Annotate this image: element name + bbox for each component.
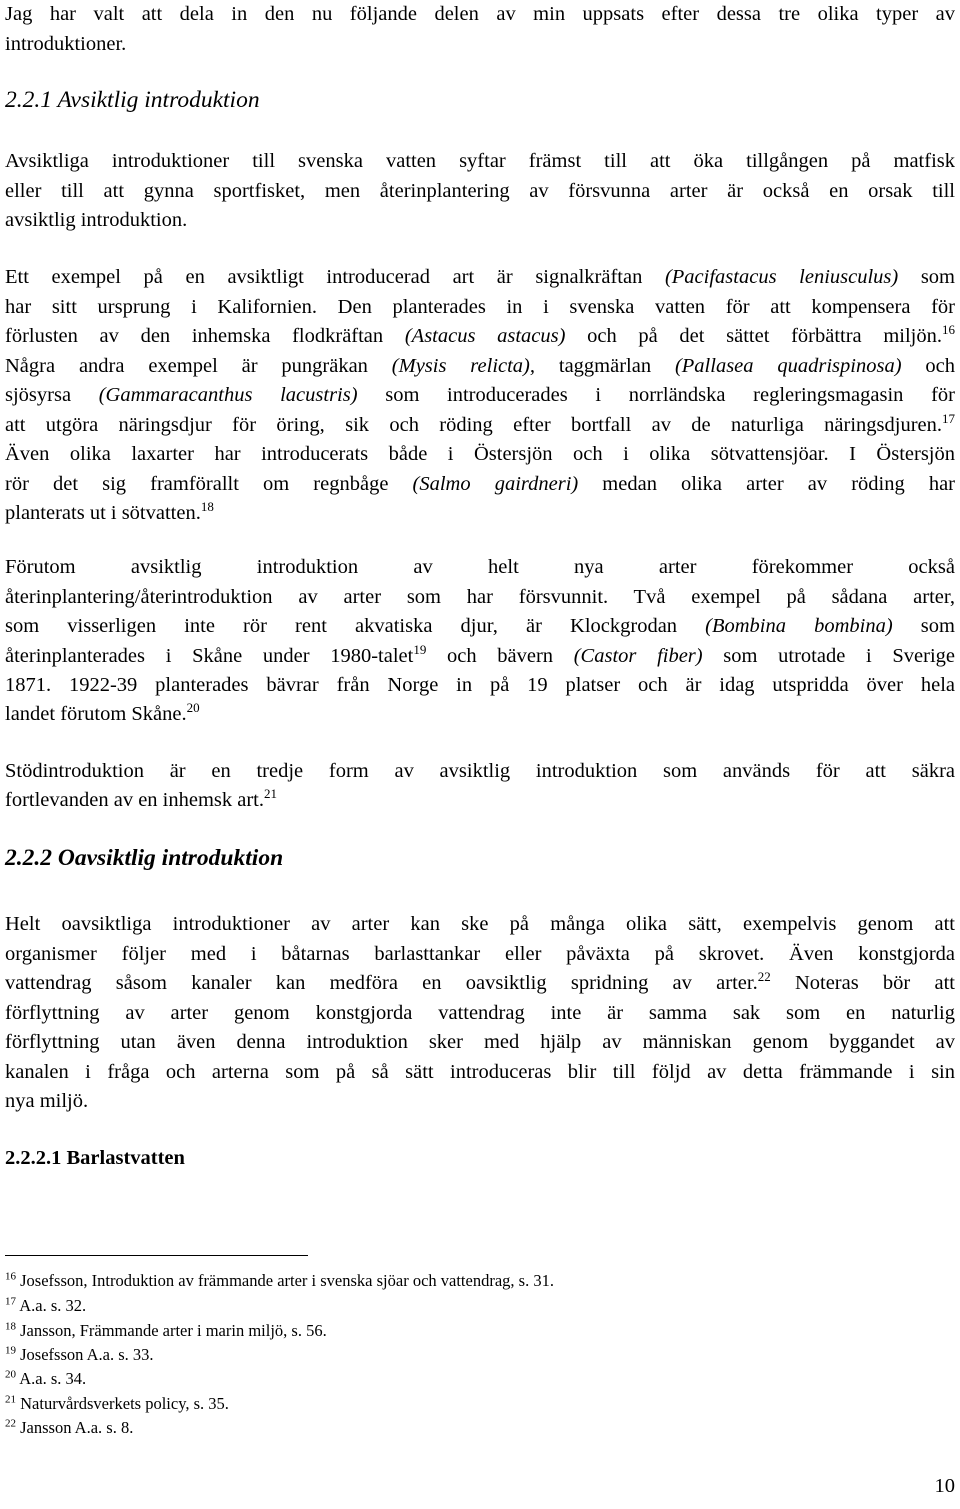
text-line: fortlevanden av en inhemsk art.$^{21}$ — [5, 786, 278, 811]
footnote-ref[interactable]: 21 — [264, 786, 278, 802]
paragraph — [5, 910, 955, 1087]
text-line: eller till att gynna sportfisket, men återinplantering av försvunna arter är också en orsak till — [5, 179, 955, 202]
text-line: planterats ut i sötvatten.$^{18}$ — [5, 499, 214, 524]
text-line: organismer följer med i båtarnas barlasttankar eller påväxta på skrovet. Även konstgjorda — [5, 942, 955, 965]
footnote-text: Josefsson A.a. s. 33. — [20, 1345, 154, 1364]
footnote — [5, 1319, 327, 1344]
text-line: Några andra exempel är pungräkan (Mysis relicta), taggmärlan (Pallasea quadrispinosa) och — [5, 354, 955, 377]
footnote-number: 20 — [5, 1368, 16, 1381]
paragraph — [5, 553, 955, 701]
text-line: som visserligen inte rör rent akvatiska djur, är Klockgrodan (Bombina bombina) som — [5, 615, 955, 637]
footnote-number: 16 — [5, 1270, 16, 1283]
footnote-number: 21 — [5, 1393, 16, 1406]
text-line: Även olika laxarter har introducerats både i Östersjön och i olika sötvattensjöar. I Östersjön — [5, 443, 955, 465]
text-line: 1871. 1922-39 planterades bävrar från Norge in på 19 platser och är idag utspridda över hela — [5, 674, 955, 696]
section-heading-2221: 2.2.2.1 Barlastvatten — [5, 1147, 185, 1169]
paragraph — [5, 147, 955, 206]
footnote-text: Jansson, Främmande arter i marin miljö, s. 56. — [20, 1321, 327, 1340]
footnote — [5, 1269, 554, 1294]
species-name: (Pallasea quadrispinosa) — [674, 354, 902, 377]
footnote-number: 18 — [5, 1320, 16, 1333]
species-name: (Pacifastacus leniusculus) — [664, 266, 899, 288]
footnote-ref[interactable]: 16 — [942, 322, 955, 338]
intro-paragraph — [5, 0, 955, 30]
text-line: återinplanterades i Skåne under 1980-talet$^{19}$ och bävern (Castor fiber) som utrotade i Sverige — [5, 641, 956, 667]
footnote — [5, 1392, 229, 1417]
text-line: Stödintroduktion är en tredje form av avsiktlig introduktion som används för att säkra — [5, 760, 955, 782]
species-name: (Mysis relicta), — [391, 354, 536, 377]
text-line: återinplantering/återintroduktion av arter som har försvunnit. Två exempel på sådana arter, — [5, 585, 955, 608]
footnote-number: 17 — [5, 1295, 16, 1308]
footnote — [5, 1294, 86, 1319]
footnote — [5, 1343, 154, 1368]
footnote-ref[interactable]: 18 — [200, 499, 214, 515]
text-line: Avsiktliga introduktioner till svenska vatten syftar främst till att öka tillgången på matfisk — [5, 150, 955, 172]
species-name: (Bombina bombina) — [705, 615, 893, 637]
footnote-number: 19 — [5, 1344, 16, 1357]
section-heading-222: 2.2.2 Oavsiktlig introduktion — [5, 845, 284, 871]
text-line: landet förutom Skåne.$^{20}$ — [5, 700, 200, 725]
footnote-separator — [5, 1255, 308, 1256]
text-line: vattendrag såsom kanaler kan medföra en oavsiktlig spridning av arter.$^{22}$ Noteras bör att — [5, 969, 955, 994]
footnote-text: A.a. s. 34. — [19, 1369, 87, 1388]
text-line: rör det sig framförallt om regnbåge (Salmo gairdneri) medan olika arter av röding har — [5, 472, 955, 495]
text-line: avsiktlig introduktion. — [5, 209, 188, 231]
text-line: Förutom avsiktlig introduktion av helt nya arter förekommer också — [5, 556, 955, 578]
footnote-text: A.a. s. 32. — [19, 1296, 87, 1315]
footnote-ref[interactable]: 17 — [942, 410, 955, 426]
intro-line: Jag har valt att dela in den nu följande delen av min uppsats efter dessa tre olika typer av — [5, 3, 955, 25]
text-line: att utgöra näringsdjur för öring, sik och röding efter bortfall av de naturliga näringsdjuren.$^{17}$ — [5, 410, 955, 436]
footnote — [5, 1416, 133, 1441]
species-name: (Gammaracanthus lacustris) — [98, 384, 358, 406]
species-name: (Astacus astacus) — [404, 325, 566, 347]
intro-line: introduktioner. — [5, 32, 127, 55]
paragraph-end — [5, 700, 955, 730]
footnote-text: Josefsson, Introduktion av främmande arter i svenska sjöar och vattendrag, s. 31. — [20, 1271, 554, 1290]
paragraph-end — [5, 786, 955, 816]
text-line: förflyttning av arter genom konstgjorda vattendrag inte är samma sak som en naturlig — [5, 1001, 955, 1024]
intro-paragraph-end — [5, 30, 955, 60]
species-name: (Castor fiber) — [573, 644, 703, 667]
text-line: Ett exempel på en avsiktligt introducerad art är signalkräftan (Pacifastacus leniusculus) som — [5, 266, 955, 288]
paragraph — [5, 263, 955, 499]
text-line: kanalen i fråga och arterna som på så sätt introduceras blir till följd av detta främmande i sin — [5, 1060, 955, 1083]
footnote-number: 22 — [5, 1417, 16, 1430]
text-line: har sitt ursprung i Kalifornien. Den planterades in i svenska vatten för att kompensera för — [5, 295, 955, 318]
section-heading-221: 2.2.1 Avsiktlig introduktion — [5, 87, 260, 113]
footnote-ref[interactable]: 22 — [757, 969, 771, 985]
text-line: nya miljö. — [5, 1090, 89, 1112]
footnote-text: Naturvårdsverkets policy, s. 35. — [20, 1394, 229, 1413]
paragraph-end — [5, 206, 955, 236]
paragraph-end — [5, 499, 955, 529]
paragraph — [5, 757, 955, 787]
footnote-ref[interactable]: 20 — [186, 700, 200, 716]
footnote-ref[interactable]: 19 — [413, 641, 427, 657]
paragraph-end — [5, 1087, 955, 1117]
text-line: förflyttning utan även denna introduktion sker med hjälp av människan genom byggandet av — [5, 1031, 955, 1053]
text-line: Helt oavsiktliga introduktioner av arter kan ske på många olika sätt, exempelvis genom att — [5, 913, 955, 935]
page-number: 10 — [934, 1475, 955, 1497]
footnote — [5, 1367, 86, 1392]
species-name: (Salmo gairdneri) — [412, 472, 579, 495]
text-line: sjösyrsa (Gammaracanthus lacustris) som introducerades i norrländska regleringsmagasin för — [5, 384, 955, 406]
text-line: förlusten av den inhemska flodkräftan (Astacus astacus) och på det sättet förbättra miljön.$^{16}$ — [5, 322, 955, 347]
footnote-text: Jansson A.a. s. 8. — [20, 1418, 134, 1437]
